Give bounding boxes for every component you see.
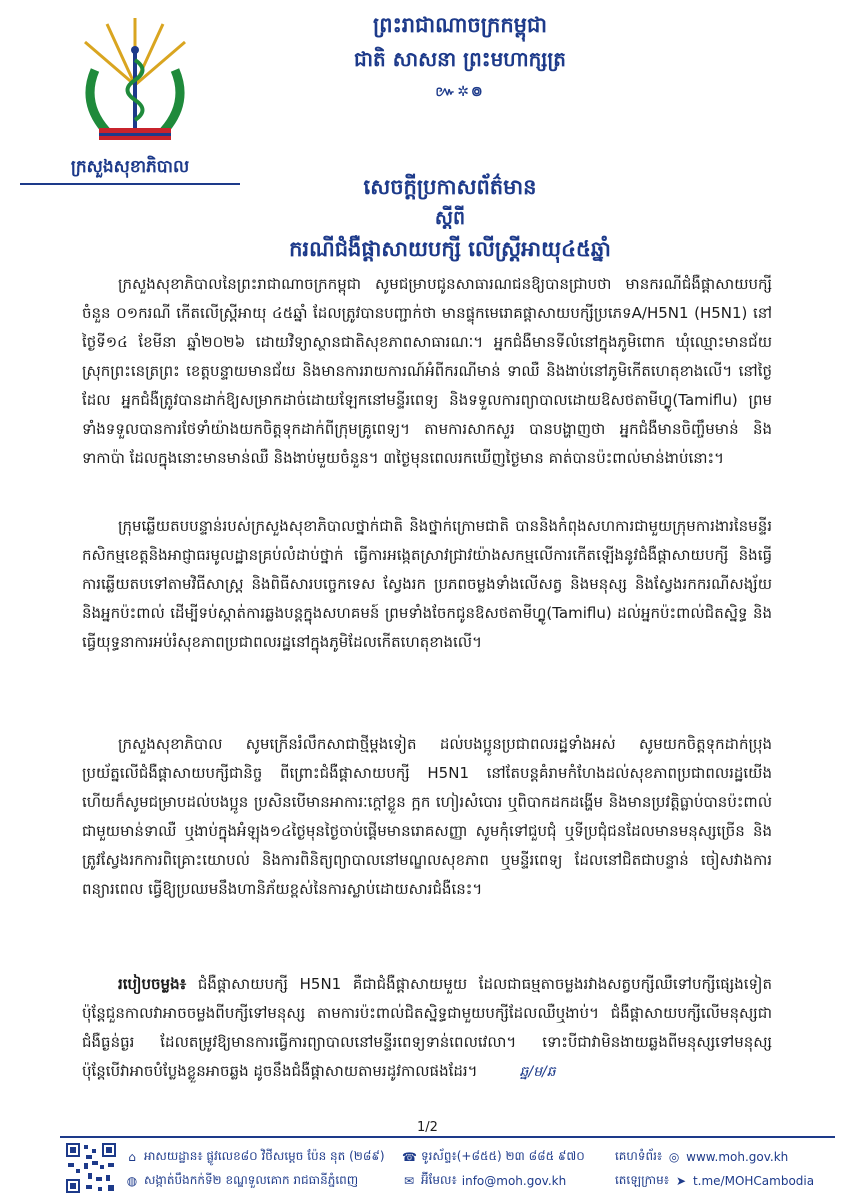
footer-email[interactable]: ✉ អ៊ីមែល៖ info@moh.gov.kh (403, 1173, 567, 1188)
footer-website[interactable]: គេហទំព័រ៖ ◎ www.moh.gov.kh (615, 1149, 789, 1164)
ministry-logo-emblem (55, 10, 215, 160)
footer-telegram[interactable]: តេឡេក្រាម៖ ➤ t.me/MOHCambodia (615, 1173, 815, 1188)
telegram-icon: ➤ (675, 1174, 686, 1188)
transmission-heading: របៀបចម្លង៖ (118, 975, 187, 993)
document-title: សេចក្តីប្រកាសព័ត៌មាន (363, 175, 537, 199)
kingdom-title: ព្រះរាជាណាចក្រកម្ពុជា (372, 13, 547, 37)
qr-code (64, 1141, 118, 1195)
document-subtitle: ស្តីពី (434, 207, 466, 229)
globe-icon: ◎ (668, 1150, 680, 1164)
paragraph-3: ក្រសួងសុខាភិបាល សូមក្រើនរំលឹកសាជាថ្មីម្តងទៀត ដល់បងប្អូនប្រជាពលរដ្ឋទាំងអស់ សូមយកចិត្តទុកដាក់ប្រុងប្រយ័ត្នលើជំងឺផ្តាសាយបក្សីជានិច្ច ពីព្រោះជំងឺផ្តាសាយបក្សី H5N1 នៅតែបន្តគំរាមកំហែងដល់សុខភាពប្រជាពលរដ្ឋយើង ហើយក៏សូមជម្រាបដល់បងប្អូន ប្រសិនបើមានអាការៈក្តៅខ្លួន ក្អក ហៀរសំបោរ ឬពិបាកដកដង្ហើម និងមានប្រវត្តិធ្លាប់បានប៉ះពាល់ជាមួយមាន់ទាឈឺ ឬងាប់ក្នុងអំឡុង១៤ថ្ងៃមុនថ្ងៃចាប់ផ្តើមមានរោគសញ្ញា សូមកុំទៅជួបជុំ ឬទីប្រជុំជនដែលមានមនុស្សច្រើន និងត្រូវស្វែងរកការពិគ្រោះយោបល់ និងការពិនិត្យព្យាបាលនៅមណ្ឌលសុខភាព ឬមន្ទីរពេទ្យ ដែលនៅជិតជាបន្ទាន់ ចៀសវាងការពន្យារពេល ធ្វើឱ្យប្រឈមនឹងហានិភ័យខ្ពស់នៃការស្លាប់ដោយសារជំងឺនេះ។ (82, 735, 772, 898)
ornament-divider: ៚✲៙ (435, 84, 485, 100)
paragraph-2: ក្រុមឆ្លើយតបបន្ទាន់របស់ក្រសួងសុខាភិបាលថ្នាក់ជាតិ និងថ្នាក់ក្រោមជាតិ បាននិងកំពុងសហការជាមួយក្រុមការងារនៃមន្ទីរកសិកម្មខេត្តនិងអាជ្ញាធរមូលដ្ឋានគ្រប់លំដាប់ថ្នាក់ ធ្វើការអង្កេតស្រាវជ្រាវយ៉ាងសកម្មលើការកើតឡើងនូវជំងឺផ្តាសាយបក្សី និងធ្វើការឆ្លើយតបទៅតាមវិធីសាស្ត្រ និងពិធីសារបច្ចេកទេស ស្វែងរក ប្រភពចម្លងទាំងលើសត្វ និងមនុស្ស និងស្វែងរកករណីសង្ស័យនិងអ្នកប៉ះពាល់ ដើម្បីទប់ស្កាត់ការឆ្លងបន្តក្នុងសហគមន៍ ព្រមទាំងចែកជូនឱសថតាមីហ្វ្លូ(Tamiflu) ដល់អ្នកប៉ះពាល់ជិតស្និទ្ធ និងធ្វើយុទ្ធនាការអប់រំសុខភាពប្រជាពលរដ្ឋនៅក្នុងភូមិដែលកើតហេតុខាងលើ។ (82, 517, 772, 651)
ministry-name: ក្រសួងសុខាភិបាល (20, 156, 240, 185)
document-topic: ករណីជំងឺផ្តាសាយបក្សី លើស្ត្រីអាយុ៤៥ឆ្នាំ (289, 237, 611, 261)
national-motto: ជាតិ សាសនា ព្រះមហាក្សត្រ (354, 47, 566, 71)
location-icon: ⌂ (128, 1150, 136, 1164)
email-icon: ✉ (403, 1174, 415, 1188)
footer-address-1: ⌂ អាសយដ្ឋាន៖ ផ្លូវលេខ៨០ វិថីសម្តេច ប៉ែន នុត (២៨៩) (125, 1148, 385, 1166)
footer-divider (60, 1136, 835, 1138)
paragraph-4-text: ជំងឺផ្តាសាយបក្សី H5N1 គឺជាជំងឺផ្តាសាយមួយ ដែលជាធម្មតាចម្លងរវាងសត្វបក្សីឈឺទៅបក្សីផ្សេងទៀត ប៉ុន្តែជួនកាលវាអាចចម្លងពីបក្សីទៅមនុស្ស តាមការប៉ះពាល់ជិតស្និទ្ធជាមួយបក្សីដែលឈឺឬងាប់។ ជំងឺផ្តាសាយបក្សីលើមនុស្សជាជំងឺធ្ងន់ធ្ងរ ដែលតម្រូវឱ្យមានការធ្វើការព្យាបាលនៅមន្ទីរពេទ្យទាន់ពេលវេលា។ ទោះបីជាវាមិនងាយឆ្លងពីមនុស្សទៅមនុស្ស ប៉ុន្តែបើវាអាចបំប្លែងខ្លួនអាចឆ្លង ដូចនឹងជំងឺផ្តាសាយតាមរដូវកាលផងដែរ។ (82, 975, 772, 1080)
paragraph-4 (82, 970, 772, 1094)
footer-phone: ☎ ទូរស័ព្ទ៖(+៨៥៥) ២៣ ៨៨៥ ៩៧០ (402, 1149, 585, 1164)
paragraph-1: ក្រសួងសុខាភិបាលនៃព្រះរាជាណាចក្រកម្ពុជា សូមជម្រាបជូនសាធារណជនឱ្យបានជ្រាបថា មានករណីជំងឺផ្តាសាយបក្សី ចំនួន ០១ករណី កើតលើស្ត្រីអាយុ ៤៥ឆ្នាំ ដែលត្រូវបានបញ្ជាក់ថា មានផ្ទុកមេរោគផ្តាសាយបក្សីប្រភេទA/H5N1 (H5N1) នៅថ្ងៃទី១៤ ខែមីនា ឆ្នាំ២០២៦ ដោយវិទ្យាស្ថានជាតិសុខភាពសាធារណៈ។ អ្នកជំងឺមានទីលំនៅក្នុងភូមិពោក ឃុំឈ្មោះមានជ័យ ស្រុកព្រះនេត្រព្រះ ខេត្តបន្ទាយមានជ័យ និងមានការរាយការណ៍អំពីករណីមាន់ ទាឈឺ និងងាប់នៅភូមិកើតហេតុខាងលើ។ នៅថ្ងៃដែល អ្នកជំងឺត្រូវបានដាក់ឱ្យសម្រាកដាច់ដោយឡែកនៅមន្ទីរពេទ្យ និងទទួលការព្យាបាលដោយឱសថតាមីហ្វ្លូ(Tamiflu) ព្រមទាំងទទួលបានការថែទាំយ៉ាងយកចិត្តទុកដាក់ពីក្រុមគ្រូពេទ្យ។ តាមការសាកសួរ បានបង្ហាញថា អ្នកជំងឺមានចិញ្ចឹមមាន់ និងទាកាប៉ា ដែលក្នុងនោះមានមាន់ឈឺ និងងាប់មួយចំនួន។ ៣ថ្ងៃមុនពេលរកឃើញថ្ងៃមាន គាត់បានប៉ះពាល់មាន់ងាប់នោះ។ (82, 275, 772, 467)
map-icon: ◍ (126, 1174, 138, 1188)
initials-signature: ឆ្ន/ម/ឆ (519, 1064, 556, 1080)
page-number: 1/2 (417, 1120, 438, 1135)
footer-address-2: ◍ សង្កាត់បឹងកក់ទី២ ខណ្ឌទួលគោក រាជធានីភ្នំពេញ (126, 1173, 359, 1188)
phone-icon: ☎ (402, 1150, 417, 1164)
